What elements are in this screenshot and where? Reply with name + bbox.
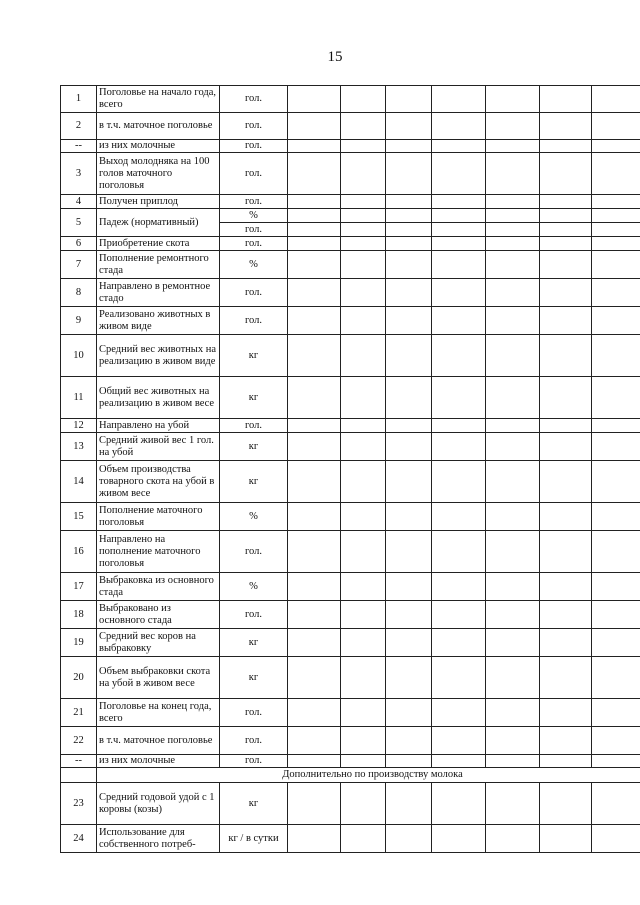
value-cell [288,237,341,251]
value-cell [592,727,640,755]
row-indicator: Выход молодняка на 100 голов маточного поголовья [97,153,220,195]
value-cell [486,419,540,433]
value-cell [386,433,432,461]
value-cell [432,503,486,531]
value-cell [486,461,540,503]
value-cell [341,629,386,657]
value-cell [432,209,486,223]
value-cell [540,727,592,755]
section-title: Дополнительно по производству молока [97,768,640,783]
value-cell [432,113,486,140]
value-cell [386,503,432,531]
row-unit: гол. [220,727,288,755]
value-cell [386,209,432,223]
value-cell [592,825,640,853]
value-cell [540,237,592,251]
value-cell [486,727,540,755]
row-number: 17 [61,573,97,601]
value-cell [341,223,386,237]
value-cell [432,783,486,825]
value-cell [288,433,341,461]
value-cell [341,727,386,755]
row-unit: гол. [220,86,288,113]
value-cell [386,335,432,377]
value-cell [288,153,341,195]
table-row [61,825,640,853]
value-cell [288,727,341,755]
table-row [61,503,640,531]
value-cell [432,195,486,209]
row-indicator: Объем производства товарного скота на убой в живом весе [97,461,220,503]
value-cell [341,251,386,279]
value-cell [432,755,486,768]
row-unit: кг [220,377,288,419]
value-cell [386,307,432,335]
row-number: 24 [61,825,97,853]
value-cell [386,377,432,419]
row-number: 9 [61,307,97,335]
value-cell [288,657,341,699]
value-cell [432,279,486,307]
row-unit: гол. [220,531,288,573]
value-cell [386,237,432,251]
value-cell [486,307,540,335]
value-cell [386,461,432,503]
value-cell [432,433,486,461]
table-row [61,755,640,768]
value-cell [540,153,592,195]
value-cell [540,223,592,237]
value-cell [432,419,486,433]
value-cell [540,377,592,419]
value-cell [486,657,540,699]
value-cell [486,433,540,461]
table-row [61,335,640,377]
value-cell [288,573,341,601]
table-row [61,279,640,307]
table-row [61,699,640,727]
row-number: 23 [61,783,97,825]
value-cell [592,113,640,140]
value-cell [592,153,640,195]
value-cell [386,195,432,209]
value-cell [341,699,386,727]
row-number: -- [61,140,97,153]
value-cell [288,461,341,503]
row-number: 21 [61,699,97,727]
row-number: -- [61,755,97,768]
row-number: 11 [61,377,97,419]
row-indicator: Направлено на пополнение маточного поголовья [97,531,220,573]
value-cell [486,113,540,140]
row-indicator: Пополнение ремонтного стада [97,251,220,279]
row-number: 6 [61,237,97,251]
row-unit: гол. [220,195,288,209]
value-cell [432,727,486,755]
value-cell [592,531,640,573]
value-cell [432,825,486,853]
value-cell [592,86,640,113]
row-number: 16 [61,531,97,573]
value-cell [288,307,341,335]
table-row [61,657,640,699]
row-number: 2 [61,113,97,140]
value-cell [288,783,341,825]
value-cell [432,657,486,699]
value-cell [540,113,592,140]
table-row [61,237,640,251]
value-cell [432,699,486,727]
value-cell [540,433,592,461]
row-unit: гол. [220,279,288,307]
row-number: 10 [61,335,97,377]
value-cell [432,461,486,503]
row-indicator: из них молочные [97,140,220,153]
value-cell [386,86,432,113]
value-cell [592,573,640,601]
value-cell [592,140,640,153]
value-cell [486,279,540,307]
value-cell [341,209,386,223]
value-cell [341,113,386,140]
value-cell [341,755,386,768]
value-cell [592,223,640,237]
value-cell [288,601,341,629]
row-number: 20 [61,657,97,699]
value-cell [486,86,540,113]
value-cell [540,755,592,768]
row-number: 5 [61,209,97,237]
value-cell [540,531,592,573]
value-cell [341,503,386,531]
value-cell [486,237,540,251]
value-cell [592,307,640,335]
value-cell [288,335,341,377]
value-cell [540,461,592,503]
value-cell [486,825,540,853]
row-indicator: в т.ч. маточное поголовье [97,113,220,140]
table-row [61,433,640,461]
row-indicator: Падеж (нормативный) [97,209,220,237]
page-number: 15 [327,49,343,65]
value-cell [486,140,540,153]
table-row [61,601,640,629]
value-cell [341,433,386,461]
table-row [61,461,640,503]
table-row [61,783,640,825]
value-cell [540,419,592,433]
value-cell [540,629,592,657]
value-cell [341,783,386,825]
row-unit: % [220,251,288,279]
value-cell [592,251,640,279]
value-cell [540,335,592,377]
value-cell [386,113,432,140]
row-number: 22 [61,727,97,755]
row-indicator: Выбраковка из основного стада [97,573,220,601]
value-cell [486,209,540,223]
value-cell [486,783,540,825]
value-cell [386,531,432,573]
value-cell [341,377,386,419]
value-cell [432,140,486,153]
row-unit: % [220,503,288,531]
value-cell [341,573,386,601]
row-unit: гол. [220,307,288,335]
row-number: 18 [61,601,97,629]
value-cell [288,825,341,853]
value-cell [341,140,386,153]
value-cell [386,699,432,727]
row-number: 12 [61,419,97,433]
row-unit: гол. [220,237,288,251]
value-cell [592,783,640,825]
table-row [61,307,640,335]
value-cell [592,461,640,503]
section-row [61,768,640,783]
value-cell [592,335,640,377]
value-cell [288,699,341,727]
value-cell [288,223,341,237]
row-indicator: в т.ч. маточное поголовье [97,727,220,755]
row-indicator: Приобретение скота [97,237,220,251]
value-cell [341,86,386,113]
value-cell [432,307,486,335]
value-cell [386,755,432,768]
value-cell [341,601,386,629]
value-cell [540,573,592,601]
table-row [61,153,640,195]
row-unit: гол. [220,601,288,629]
value-cell [288,86,341,113]
row-number: 14 [61,461,97,503]
value-cell [486,223,540,237]
row-number: 13 [61,433,97,461]
value-cell [288,503,341,531]
value-cell [540,251,592,279]
row-indicator: Получен приплод [97,195,220,209]
value-cell [341,307,386,335]
value-cell [432,629,486,657]
value-cell [540,209,592,223]
row-unit: гол. [220,755,288,768]
value-cell [486,601,540,629]
value-cell [288,419,341,433]
row-unit: гол. [220,419,288,433]
value-cell [540,503,592,531]
table-row [61,140,640,153]
row-number: 15 [61,503,97,531]
value-cell [386,573,432,601]
table-row [61,195,640,209]
row-indicator: Использование для собственного потреб- [97,825,220,853]
row-unit: кг [220,461,288,503]
value-cell [540,699,592,727]
value-cell [592,377,640,419]
value-cell [486,755,540,768]
row-unit: кг / в сутки [220,825,288,853]
section-blank-cell [61,768,97,783]
value-cell [486,699,540,727]
value-cell [386,629,432,657]
value-cell [540,86,592,113]
row-unit: гол. [220,699,288,727]
value-cell [592,237,640,251]
value-cell [341,237,386,251]
row-unit: кг [220,629,288,657]
row-indicator: Средний живой вес 1 гол. на убой [97,433,220,461]
value-cell [432,531,486,573]
value-cell [341,419,386,433]
value-cell [288,755,341,768]
value-cell [386,825,432,853]
row-unit: гол. [220,140,288,153]
value-cell [288,140,341,153]
row-unit: гол. [220,223,288,237]
value-cell [486,503,540,531]
row-indicator: Средний вес коров на выбраковку [97,629,220,657]
livestock-table [60,85,640,853]
table-row [61,531,640,573]
value-cell [341,825,386,853]
value-cell [486,531,540,573]
row-number: 19 [61,629,97,657]
value-cell [486,251,540,279]
row-unit: % [220,573,288,601]
row-unit: кг [220,433,288,461]
row-number: 8 [61,279,97,307]
row-unit: гол. [220,113,288,140]
table-row [61,573,640,601]
value-cell [341,195,386,209]
row-indicator: Реализовано животных в живом виде [97,307,220,335]
value-cell [486,573,540,601]
value-cell [341,279,386,307]
row-unit: кг [220,335,288,377]
value-cell [341,153,386,195]
value-cell [432,335,486,377]
value-cell [386,251,432,279]
row-unit: кг [220,657,288,699]
value-cell [386,279,432,307]
value-cell [432,153,486,195]
table-row [61,86,640,113]
value-cell [432,377,486,419]
value-cell [432,223,486,237]
value-cell [592,629,640,657]
value-cell [540,140,592,153]
value-cell [341,461,386,503]
value-cell [386,153,432,195]
table-row [61,113,640,140]
value-cell [432,573,486,601]
row-indicator: из них молочные [97,755,220,768]
value-cell [540,601,592,629]
value-cell [341,531,386,573]
row-indicator: Пополнение маточного поголовья [97,503,220,531]
value-cell [486,377,540,419]
value-cell [386,783,432,825]
table-row [61,727,640,755]
value-cell [386,140,432,153]
value-cell [288,195,341,209]
value-cell [592,657,640,699]
row-indicator: Общий вес животных на реализацию в живом весе [97,377,220,419]
value-cell [288,279,341,307]
row-number: 3 [61,153,97,195]
value-cell [540,195,592,209]
row-indicator: Поголовье на конец года, всего [97,699,220,727]
value-cell [288,531,341,573]
row-indicator: Направлено в ремонтное стадо [97,279,220,307]
value-cell [592,433,640,461]
table-row [61,629,640,657]
value-cell [386,601,432,629]
value-cell [486,153,540,195]
value-cell [386,223,432,237]
value-cell [432,251,486,279]
row-indicator: Средний вес животных на реализацию в живом виде [97,335,220,377]
value-cell [432,601,486,629]
value-cell [592,195,640,209]
value-cell [592,503,640,531]
value-cell [288,377,341,419]
row-indicator: Выбраковано из основного стада [97,601,220,629]
value-cell [592,601,640,629]
row-indicator: Средний годовой удой с 1 коровы (козы) [97,783,220,825]
row-number: 1 [61,86,97,113]
value-cell [486,195,540,209]
value-cell [486,629,540,657]
row-number: 4 [61,195,97,209]
value-cell [540,783,592,825]
value-cell [592,279,640,307]
value-cell [486,335,540,377]
value-cell [592,209,640,223]
value-cell [540,279,592,307]
table-row [61,251,640,279]
value-cell [386,657,432,699]
value-cell [288,251,341,279]
value-cell [288,629,341,657]
row-indicator: Поголовье на начало года, всего [97,86,220,113]
value-cell [432,86,486,113]
value-cell [592,699,640,727]
value-cell [288,209,341,223]
row-unit: гол. [220,153,288,195]
value-cell [540,307,592,335]
value-cell [540,825,592,853]
table-row [61,419,640,433]
row-number: 7 [61,251,97,279]
value-cell [592,755,640,768]
value-cell [386,419,432,433]
row-indicator: Направлено на убой [97,419,220,433]
table-row [61,209,640,223]
value-cell [432,237,486,251]
value-cell [341,335,386,377]
value-cell [341,657,386,699]
row-unit: кг [220,783,288,825]
value-cell [592,419,640,433]
row-unit: % [220,209,288,223]
row-indicator: Объем выбраковки скота на убой в живом весе [97,657,220,699]
value-cell [288,113,341,140]
value-cell [540,657,592,699]
value-cell [386,727,432,755]
table-row [61,377,640,419]
